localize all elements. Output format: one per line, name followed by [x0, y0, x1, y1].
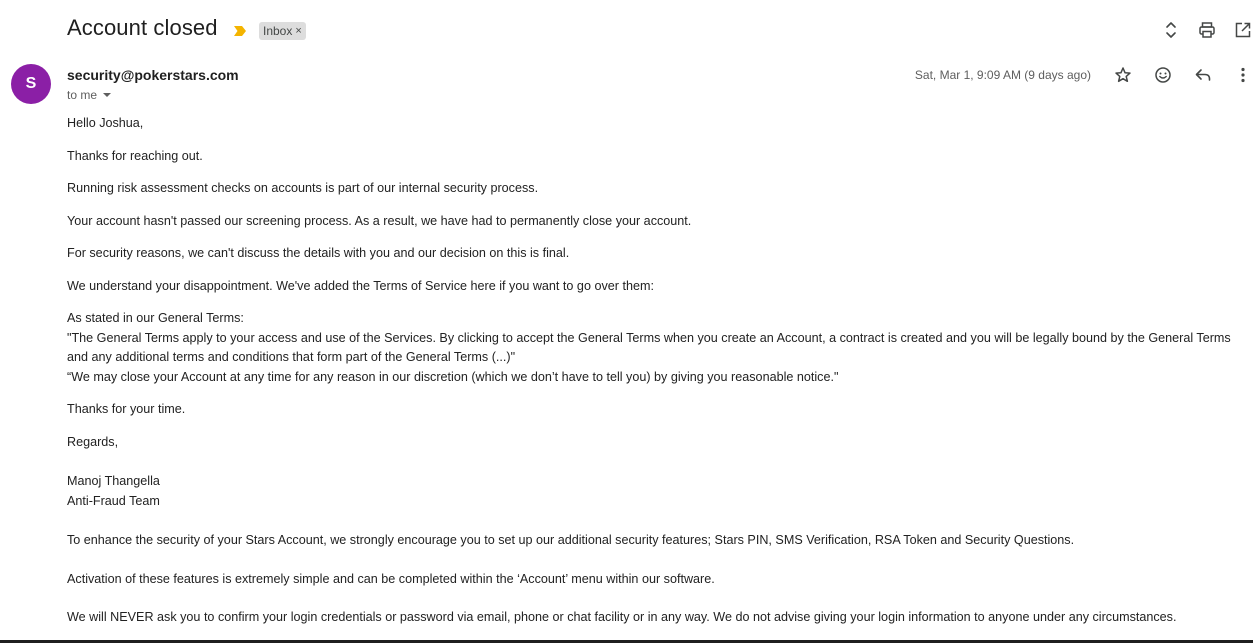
footer-security-features: To enhance the security of your Stars Account, we strongly encourage you to set up our additional security features; Stars PIN, SMS Verification, RSA Token and Security Questions. — [67, 533, 1075, 547]
signature-team: Anti-Fraud Team — [67, 493, 160, 508]
remove-label-icon[interactable]: × — [295, 25, 302, 37]
print-icon[interactable] — [1197, 20, 1217, 40]
body-thanks: Thanks for your time. — [67, 402, 186, 416]
thread-toolbar — [1145, 20, 1253, 40]
importance-marker-icon[interactable] — [233, 25, 247, 37]
more-options-icon[interactable] — [1233, 65, 1253, 85]
body-paragraph: We understand your disappointment. We've added the Terms of Service here if you want to go over them: — [67, 278, 654, 293]
reply-icon[interactable] — [1193, 65, 1213, 85]
recipient-text: to me — [67, 88, 98, 102]
message-date: Sat, Mar 1, 9:09 AM (9 days ago) — [914, 68, 1091, 82]
add-reaction-icon[interactable] — [1153, 65, 1173, 85]
footer-warning: We will NEVER ask you to confirm your login credentials or password via email, phone or chat facility or in any way. We do not advise giving your login information to anyone under any circumstances. — [67, 610, 1177, 624]
quote-general-terms: "The General Terms apply to your access and use of the Services. By clicking to accept the General Terms when you create an Account, a contract is created and you will be legally bound by the General Terms and any additional terms and conditions that form part of the General Terms (...)" — [67, 330, 1231, 364]
star-icon[interactable] — [1113, 65, 1133, 85]
open-in-new-window-icon[interactable] — [1233, 20, 1253, 40]
inbox-label-chip[interactable] — [259, 22, 306, 40]
quote-intro: As stated in our General Terms: — [67, 311, 244, 325]
recipient-details-toggle[interactable] — [67, 88, 113, 102]
body-regards: Regards, — [67, 434, 119, 449]
body-paragraph: Your account hasn't passed our screening process. As a result, we have had to permanently close your account. — [67, 213, 692, 228]
footer-activation: Activation of these features is extremely simple and can be completed within the ‘Account’ menu within our software. — [67, 571, 715, 586]
email-body — [67, 114, 1247, 628]
quote-close-account: “We may close your Account at any time for any reason in our discretion (which we don’t have to tell you) by giving you reasonable notice." — [67, 369, 839, 384]
email-subject: Account closed — [67, 15, 218, 40]
body-paragraph: Thanks for reaching out. — [67, 148, 203, 163]
sender-avatar[interactable]: S — [11, 64, 51, 104]
signature-name: Manoj Thangella — [67, 474, 160, 488]
body-greeting: Hello Joshua, — [67, 116, 144, 130]
dropdown-arrow-icon — [101, 90, 113, 100]
body-paragraph: For security reasons, we can't discuss the details with you and our decision on this is final. — [67, 246, 570, 260]
inbox-label-text: Inbox — [263, 24, 293, 38]
sender-email[interactable]: security@pokerstars.com — [67, 67, 239, 83]
expand-all-icon[interactable] — [1161, 20, 1181, 40]
message-toolbar — [1093, 65, 1253, 85]
body-paragraph: Running risk assessment checks on accounts is part of our internal security process. — [67, 181, 539, 195]
